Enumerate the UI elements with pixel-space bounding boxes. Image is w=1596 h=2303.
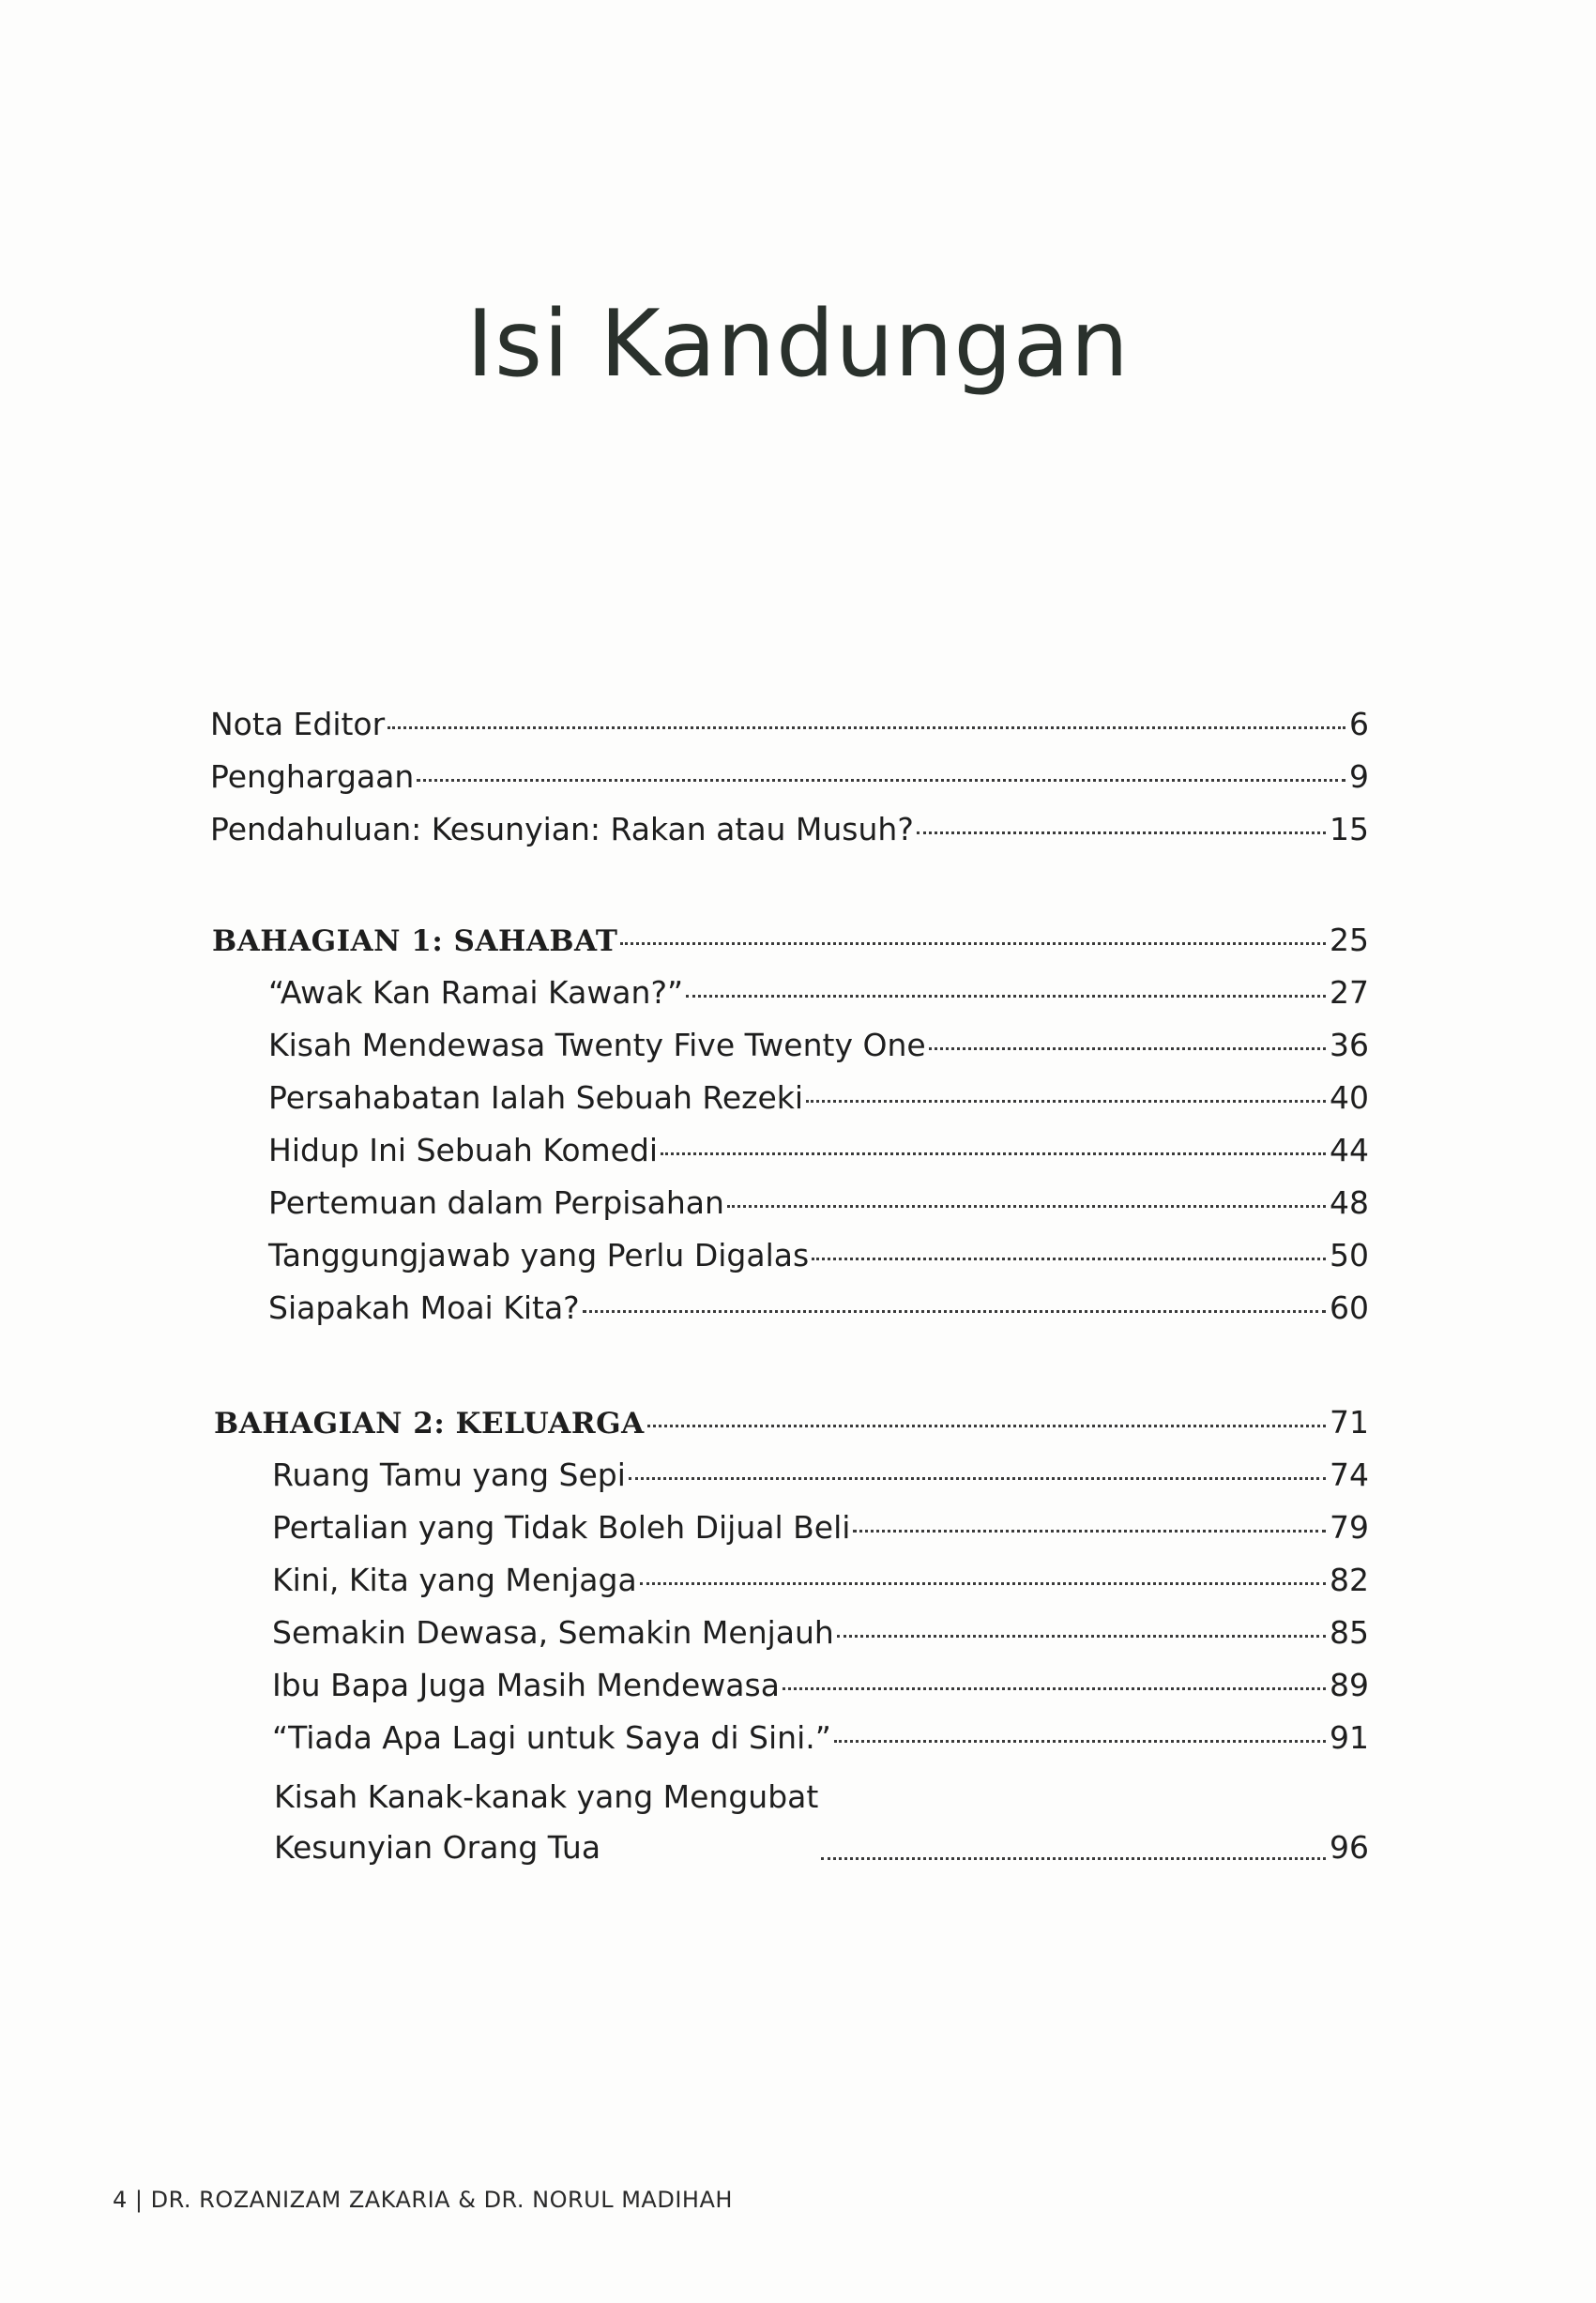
toc-entry-label: “Tiada Apa Lagi untuk Saya di Sini.” [272,1719,831,1756]
toc-part-heading-keluarga[interactable] [214,1402,1369,1444]
toc-entry-page: 36 [1330,1027,1369,1063]
toc-entry-label-line2: Kesunyian Orang Tua [274,1829,601,1866]
toc-entry-label: Siapakah Moai Kita? [268,1289,580,1326]
toc-entry-label: Tanggungjawab yang Perlu Digalas [268,1237,810,1274]
toc-entry[interactable] [268,1130,1369,1171]
dot-leader [853,1530,1326,1533]
toc-entry[interactable] [272,1665,1369,1706]
toc-entry-label: Kini, Kita yang Menjaga [272,1562,637,1598]
toc-entry-label: Pertemuan dalam Perpisahan [268,1184,724,1221]
toc-entry[interactable] [272,1560,1369,1601]
toc-entry[interactable] [272,1455,1369,1496]
toc-entry-label-line1: Kisah Kanak-kanak yang Mengubat [274,1778,819,1815]
toc-entry-page: 44 [1330,1132,1369,1168]
toc-entry-pendahuluan[interactable] [210,809,1369,850]
toc-entry[interactable] [268,1182,1369,1224]
toc-entry[interactable] [268,1025,1369,1066]
toc-entry-penghargaan[interactable] [210,756,1369,798]
toc-entry-label: Penghargaan [210,758,415,795]
toc-entry-page: 89 [1330,1667,1369,1703]
toc-entry-page: 82 [1330,1562,1369,1598]
toc-entry-label: Pendahuluan: Kesunyian: Rakan atau Musuh? [210,811,914,847]
toc-entry-nota-editor[interactable] [210,704,1369,745]
toc-entry-label: Nota Editor [210,706,386,742]
toc-part-label: BAHAGIAN 2: KELUARGA [214,1407,645,1441]
toc-entry-page: 71 [1330,1404,1369,1441]
toc-entry-page: 74 [1330,1457,1369,1493]
dot-leader [806,1100,1326,1103]
dot-leader [837,1635,1326,1638]
toc-entry[interactable] [268,1235,1369,1276]
dot-leader [647,1425,1326,1427]
dot-leader [620,942,1326,945]
dot-leader [834,1740,1326,1743]
toc-entry-label [274,1772,818,1873]
toc-entry-page: 96 [1330,1829,1369,1866]
toc-entry-page: 50 [1330,1237,1369,1274]
dot-leader [661,1152,1326,1155]
dot-leader [727,1205,1326,1208]
toc-entry-wrapped[interactable] [274,1772,1369,1873]
dot-leader [583,1310,1326,1313]
toc-entry-page: 60 [1330,1289,1369,1326]
dot-leader [929,1047,1326,1050]
dot-leader [917,831,1326,834]
dot-leader [640,1582,1326,1585]
toc-part-heading-sahabat[interactable] [212,920,1369,962]
toc-entry-page: 85 [1330,1614,1369,1651]
toc-entry-page: 27 [1330,974,1369,1011]
toc-entry-label: Ruang Tamu yang Sepi [272,1457,626,1493]
toc-entry-page: 79 [1330,1509,1369,1546]
dot-leader [388,726,1345,729]
toc-entry-page: 48 [1330,1184,1369,1221]
toc-entry-page: 6 [1349,706,1369,742]
toc-entry[interactable] [268,972,1369,1014]
toc-entry-page: 40 [1330,1079,1369,1116]
toc-entry-page: 15 [1330,811,1369,847]
dot-leader [783,1687,1326,1690]
toc-entry-page: 91 [1330,1719,1369,1756]
toc-entry-label: Semakin Dewasa, Semakin Menjauh [272,1614,834,1651]
page-title: Isi Kandungan [466,291,1130,398]
toc-entry[interactable] [268,1288,1369,1329]
dot-leader [686,995,1326,998]
dot-leader [417,779,1345,782]
toc-entry-page: 25 [1330,922,1369,958]
toc-entry-label: Kisah Mendewasa Twenty Five Twenty One [268,1027,926,1063]
toc-entry-label: Hidup Ini Sebuah Komedi [268,1132,659,1168]
toc-entry[interactable] [268,1077,1369,1119]
toc-entry-label: Pertalian yang Tidak Boleh Dijual Beli [272,1509,851,1546]
toc-entry-label: Persahabatan Ialah Sebuah Rezeki [268,1079,804,1116]
dot-leader [821,1857,1326,1860]
toc-entry-label: “Awak Kan Ramai Kawan?” [268,974,684,1011]
toc-entry[interactable] [272,1612,1369,1654]
toc-entry[interactable] [272,1507,1369,1548]
toc-part-label: BAHAGIAN 1: SAHABAT [212,924,618,958]
dot-leader [629,1477,1326,1480]
dot-leader [812,1258,1326,1260]
toc-entry-page: 9 [1349,758,1369,795]
toc-entry-label: Ibu Bapa Juga Masih Mendewasa [272,1667,780,1703]
toc-entry[interactable] [272,1717,1369,1759]
page-footer: 4 | DR. ROZANIZAM ZAKARIA & DR. NORUL MADIHAH [113,2187,733,2213]
